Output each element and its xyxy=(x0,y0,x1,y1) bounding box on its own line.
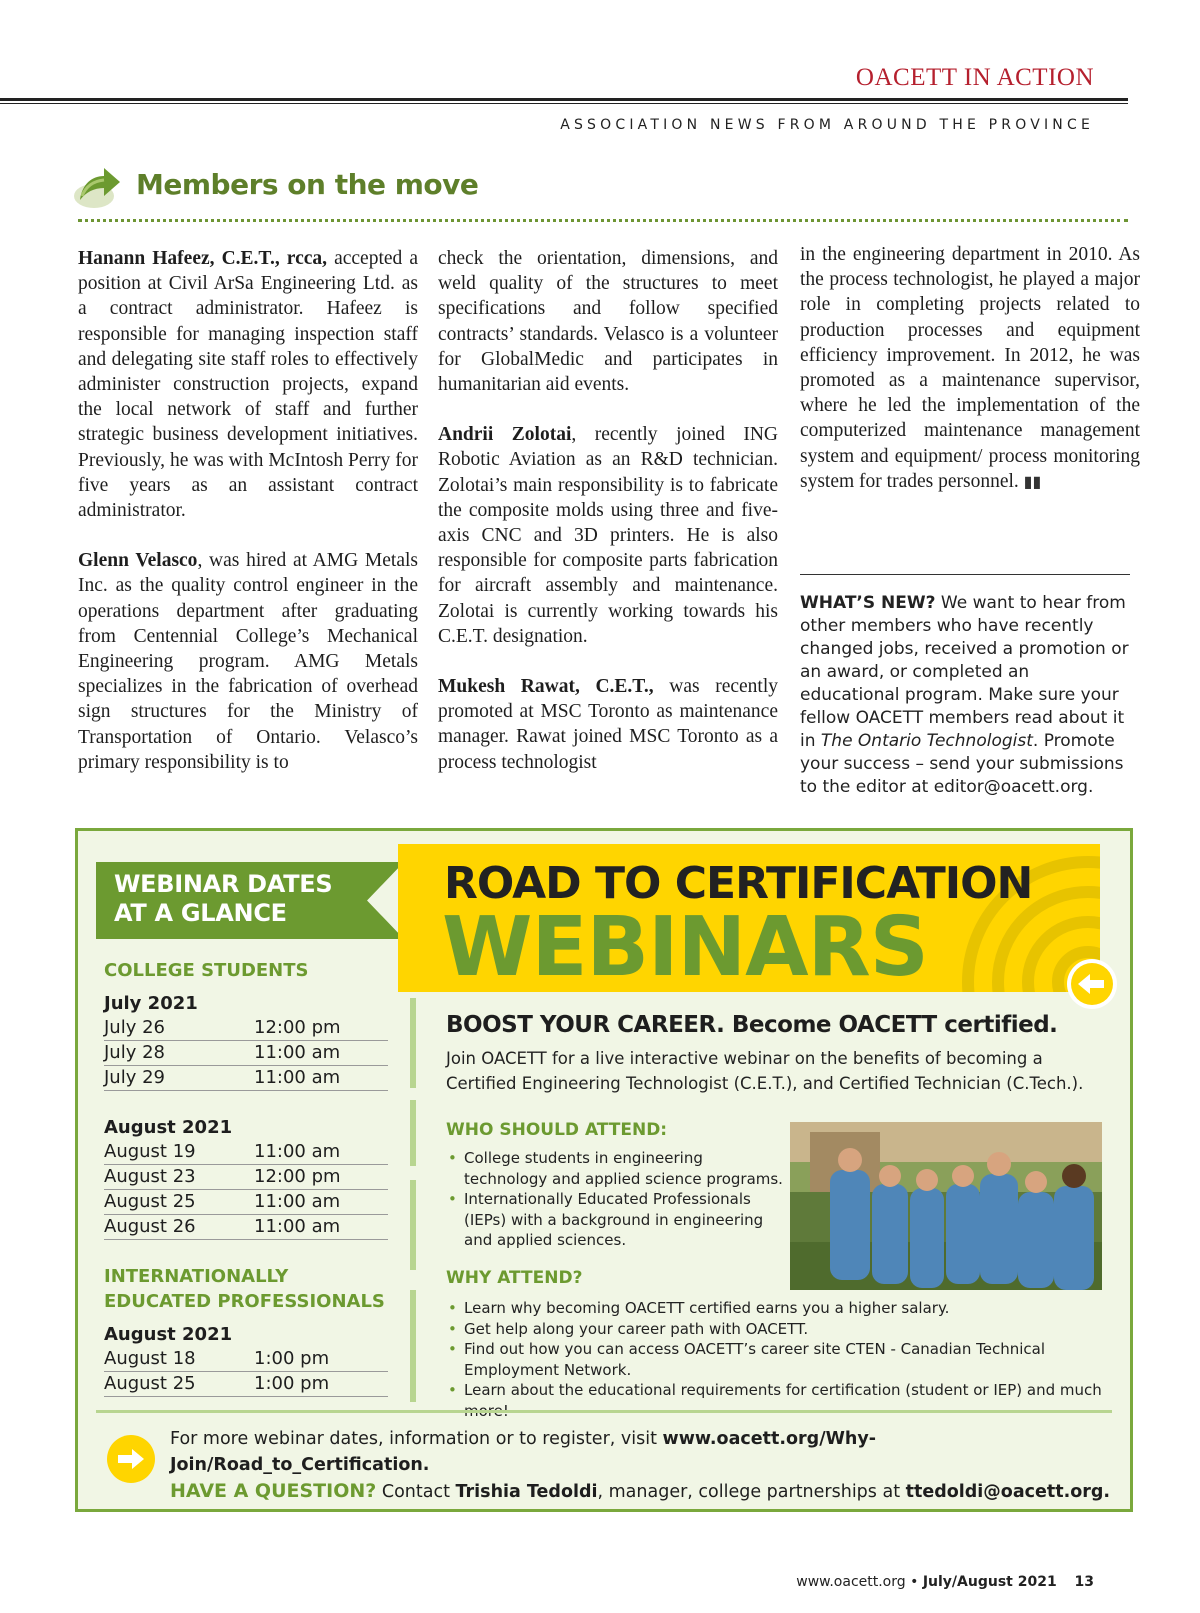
article-column-1 xyxy=(78,246,418,775)
accent-bar xyxy=(410,1100,416,1166)
whats-new-text: We want to hear from other members who have recently changed jobs, received a promotion or an award, or completed an educational program. Make sure your fellow OACETT members read about it in xyxy=(800,593,1129,751)
article-paragraph xyxy=(800,242,1140,494)
box-divider xyxy=(96,1410,1112,1413)
date: July 28 xyxy=(104,1042,165,1063)
accent-bar xyxy=(410,1290,416,1402)
list-item: • College students in engineering technology and applied science programs. xyxy=(446,1148,786,1189)
date: August 26 xyxy=(104,1216,196,1237)
magazine-title: The Ontario Technologist xyxy=(820,731,1033,751)
month-label: July 2021 xyxy=(104,993,198,1014)
section-subtitle: ASSOCIATION NEWS FROM AROUND THE PROVINCE xyxy=(560,117,1094,133)
iep-label: INTERNATIONALLY EDUCATED PROFESSIONALS xyxy=(104,1266,385,1312)
member-text: , was hired at AMG Metals Inc. as the quality control engineer in the operations department after graduating from Centennial College’s Mechanical Engineering program. AMG Metals specializes in the fabrication of overhead sign structures for the Ministry of Transportation of Ontario. Velasco’s primary responsibility is to xyxy=(78,550,419,773)
time: 11:00 am xyxy=(254,1191,341,1212)
time: 1:00 pm xyxy=(254,1373,330,1394)
webinars-title: WEBINARS xyxy=(442,900,928,995)
date: July 26 xyxy=(104,1017,165,1038)
list-item: • Learn about the educational requirements for certification (student or IEP) and much xyxy=(446,1380,1116,1421)
article-column-2 xyxy=(438,246,778,775)
whats-new-label: WHAT’S NEW? xyxy=(800,593,936,613)
footer-separator: • xyxy=(905,1574,923,1590)
college-students-label: COLLEGE STUDENTS xyxy=(104,960,309,981)
article-paragraph xyxy=(78,548,418,775)
whats-new-text: . Promote your success – send your submissions to the editor at editor@oacett.org. xyxy=(800,731,1124,797)
member-text: was recently promoted at MSC Toronto as maintenance manager. Rawat joined MSC Toronto as a process technologist xyxy=(438,676,778,773)
date-row xyxy=(104,1190,388,1215)
dotted-divider xyxy=(78,219,1128,222)
article-paragraph xyxy=(438,674,778,775)
time: 12:00 pm xyxy=(254,1166,341,1187)
footer-issue: July/August 2021 xyxy=(922,1574,1057,1590)
college-dates xyxy=(104,958,388,1240)
accent-bar xyxy=(410,998,416,1088)
list-item: • Find out how you can access OACETT’s career site CTEN - Canadian Technical Employment Network. xyxy=(446,1339,1116,1380)
who-heading: WHO SHOULD ATTEND: xyxy=(446,1120,668,1140)
date-row xyxy=(104,1140,388,1165)
time: 12:00 pm xyxy=(254,1017,341,1038)
iep-dates xyxy=(104,1264,388,1397)
member-text: in the engineering department in 2010. As the process technologist, he played a major role in completing projects related to production processes and equipment efficiency improvement. In 2012, he was promoted as a maintenance supervisor, where he led the implementation of the computerized maintenance management system and equipment/ process monitoring system for trades personnel. xyxy=(800,244,1140,492)
footer-site[interactable]: www.oacett.org xyxy=(796,1574,906,1590)
why-list xyxy=(446,1298,1116,1421)
road-title: ROAD TO CERTIFICATION xyxy=(444,858,1033,909)
register-link[interactable]: www.oacett.org/Why-Join/Road_to_Certification. xyxy=(170,1429,877,1475)
date-row xyxy=(104,1165,388,1190)
contact-email[interactable]: ttedoldi@oacett.org. xyxy=(905,1482,1111,1502)
why-heading: WHY ATTEND? xyxy=(446,1268,583,1288)
month-label: August 2021 xyxy=(104,1324,233,1345)
member-name: Mukesh Rawat, C.E.T., xyxy=(438,676,654,698)
more-text: For more webinar dates, information or to register, visit xyxy=(170,1429,663,1449)
list-item: • Internationally Educated Professionals (IEPs) with a background in engineering and applied sciences. xyxy=(446,1189,786,1251)
whats-new-rule xyxy=(800,574,1130,575)
webinar-dates-list xyxy=(104,958,388,1397)
whats-new-note xyxy=(800,592,1130,799)
article-paragraph xyxy=(438,246,778,397)
time: 11:00 am xyxy=(254,1216,341,1237)
member-text: accepted a position at Civil ArSa Engineering Ltd. as a contract administrator. Hafeez is responsible for managing inspection staff and delegating site staff roles to effectively administer construction projects, expand the local network of staff and further strategic business development initiatives. Previously, he was with McIntosh Perry for five years as an assistant contract administrator. xyxy=(78,248,418,522)
accent-bar xyxy=(410,1180,416,1270)
date: July 29 xyxy=(104,1067,165,1088)
member-name: Andrii Zolotai xyxy=(438,424,572,446)
contact-name: Trishia Tedoldi xyxy=(455,1482,598,1502)
header-rule xyxy=(0,98,1128,101)
more-info xyxy=(170,1426,1120,1505)
date-row xyxy=(104,1066,388,1091)
month-label: August 2021 xyxy=(104,1117,233,1138)
page-number: 13 xyxy=(1074,1574,1094,1590)
end-mark-icon: ▮▮ xyxy=(1023,471,1042,491)
date-row xyxy=(104,1016,388,1041)
arrow-left-icon xyxy=(1066,958,1118,1010)
who-list xyxy=(446,1148,786,1251)
time: 11:00 am xyxy=(254,1141,341,1162)
member-name: Hanann Hafeez, C.E.T., rcca, xyxy=(78,248,328,269)
curved-arrow-icon xyxy=(72,160,124,212)
article-paragraph xyxy=(78,246,418,523)
date-row xyxy=(104,1215,388,1240)
contact-role: , manager, college partnerships at xyxy=(597,1482,906,1502)
time: 11:00 am xyxy=(254,1067,341,1088)
members-title: Members on the move xyxy=(136,168,479,201)
boost-heading: BOOST YOUR CAREER. Become OACETT certified. xyxy=(446,1012,1058,1038)
time: 11:00 am xyxy=(254,1042,341,1063)
date: August 25 xyxy=(104,1191,196,1212)
member-name: Glenn Velasco xyxy=(78,550,198,572)
date: August 23 xyxy=(104,1166,196,1187)
section-title: OACETT IN ACTION xyxy=(855,64,1094,91)
group-photo xyxy=(790,1122,1102,1290)
page-footer xyxy=(796,1574,1094,1590)
time: 1:00 pm xyxy=(254,1348,330,1369)
join-text: Join OACETT for a live interactive webinar on the benefits of becoming a Certified Engineering Technologist (C.E.T.), and Certified Technician (C.Tech.). xyxy=(446,1049,1084,1093)
date-row xyxy=(104,1372,388,1397)
list-item: • Learn why becoming OACETT certified earns you a higher salary. xyxy=(446,1298,1116,1319)
date: August 18 xyxy=(104,1348,196,1369)
article-paragraph xyxy=(438,422,778,649)
dates-banner-title: WEBINAR DATES AT A GLANCE xyxy=(114,870,333,927)
date: August 19 xyxy=(104,1141,196,1162)
article-column-3 xyxy=(800,242,1140,494)
member-text: , recently joined ING Robotic Aviation as an R&D technician. Zolotai’s main responsibility is to fabricate the composite molds using three and five-axis CNC and 3D printers. He is also responsible for composite parts fabrication for aircraft assembly and maintenance. Zolotai is currently working towards his C.E.T. designation. xyxy=(438,424,778,647)
date-row xyxy=(104,1347,388,1372)
date: August 25 xyxy=(104,1373,196,1394)
date-row xyxy=(104,1041,388,1066)
list-item: • Get help along your career path with OACETT. xyxy=(446,1319,1116,1340)
contact-text: Contact xyxy=(376,1482,456,1502)
question-label: HAVE A QUESTION? xyxy=(170,1480,377,1502)
arrow-right-icon xyxy=(106,1434,156,1484)
member-text: check the orientation, dimensions, and weld quality of the structures to meet specifications and follow specified contracts’ standards. Velasco is a volunteer for GlobalMedic and participates in humanitarian aid events. xyxy=(438,248,778,396)
header-rule-thin xyxy=(0,103,1128,104)
